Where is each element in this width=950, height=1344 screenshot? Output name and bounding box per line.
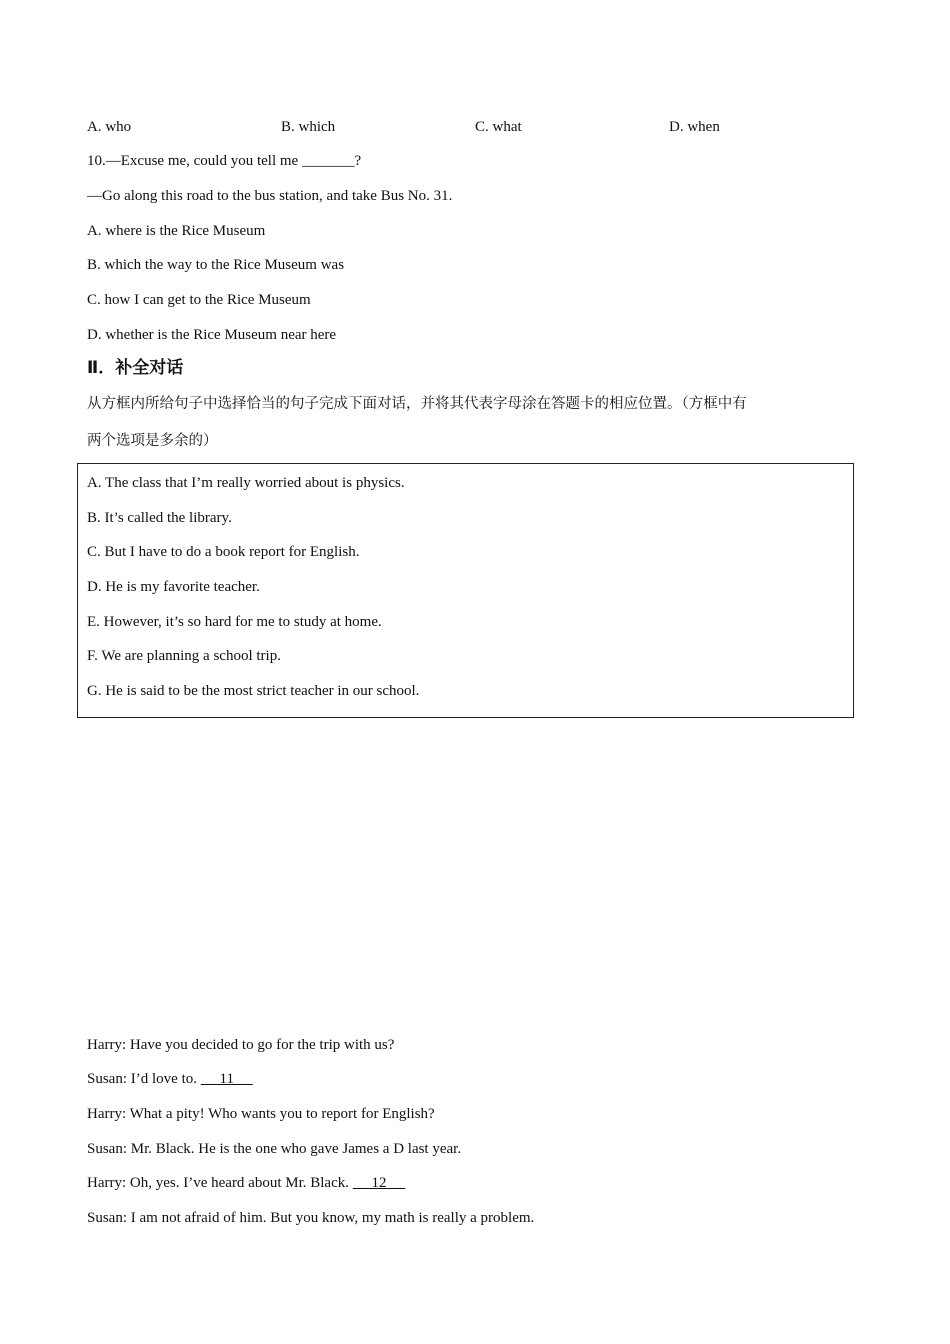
blank-12: 12 — [352, 1175, 406, 1191]
options-box — [77, 463, 854, 718]
box-option-c: C. But I have to do a book report for English. — [87, 544, 360, 560]
dialogue-line-2-text: Susan: I’d love to. — [87, 1071, 201, 1087]
dialogue-line-5-text: Harry: Oh, yes. I’ve heard about Mr. Black. — [87, 1175, 353, 1191]
dialogue-line-6: Susan: I am not afraid of him. But you know, my math is really a problem. — [87, 1210, 535, 1226]
dialogue-line-5 — [87, 1173, 405, 1193]
section-instruction-line1: 从方框内所给句子中选择恰当的句子完成下面对话，并将其代表字母涂在答题卡的相应位置。（方框中有 — [87, 396, 747, 412]
box-option-e: E. However, it’s so hard for me to study at home. — [87, 614, 382, 630]
q9-option-b: B. which — [281, 119, 336, 135]
q10-option-d: D. whether is the Rice Museum near here — [87, 327, 337, 343]
q10-stem: 10.—Excuse me, could you tell me _______? — [87, 153, 362, 169]
q9-option-c: C. what — [475, 119, 522, 135]
q10-option-b: B. which the way to the Rice Museum was — [87, 257, 345, 273]
box-option-d: D. He is my favorite teacher. — [87, 579, 260, 595]
box-option-a: A. The class that I’m really worried about is physics. — [87, 475, 405, 491]
dialogue-line-2 — [87, 1069, 253, 1089]
q10-option-a: A. where is the Rice Museum — [87, 223, 266, 239]
blank-11: 11 — [200, 1071, 253, 1087]
box-option-f: F. We are planning a school trip. — [87, 648, 281, 664]
section-heading: Ⅱ．补全对话 — [87, 358, 184, 378]
box-option-g: G. He is said to be the most strict teacher in our school. — [87, 683, 420, 699]
q10-option-c: C. how I can get to the Rice Museum — [87, 292, 311, 308]
dialogue-line-3: Harry: What a pity! Who wants you to report for English? — [87, 1106, 435, 1122]
q9-option-d: D. when — [669, 119, 720, 135]
q10-reply: —Go along this road to the bus station, and take Bus No. 31. — [87, 188, 453, 204]
dialogue-line-4: Susan: Mr. Black. He is the one who gave James a D last year. — [87, 1141, 462, 1157]
dialogue-line-1: Harry: Have you decided to go for the trip with us? — [87, 1037, 395, 1053]
q9-option-a: A. who — [87, 119, 132, 135]
box-option-b: B. It’s called the library. — [87, 510, 232, 526]
section-instruction-line2: 两个选项是多余的） — [87, 433, 218, 449]
